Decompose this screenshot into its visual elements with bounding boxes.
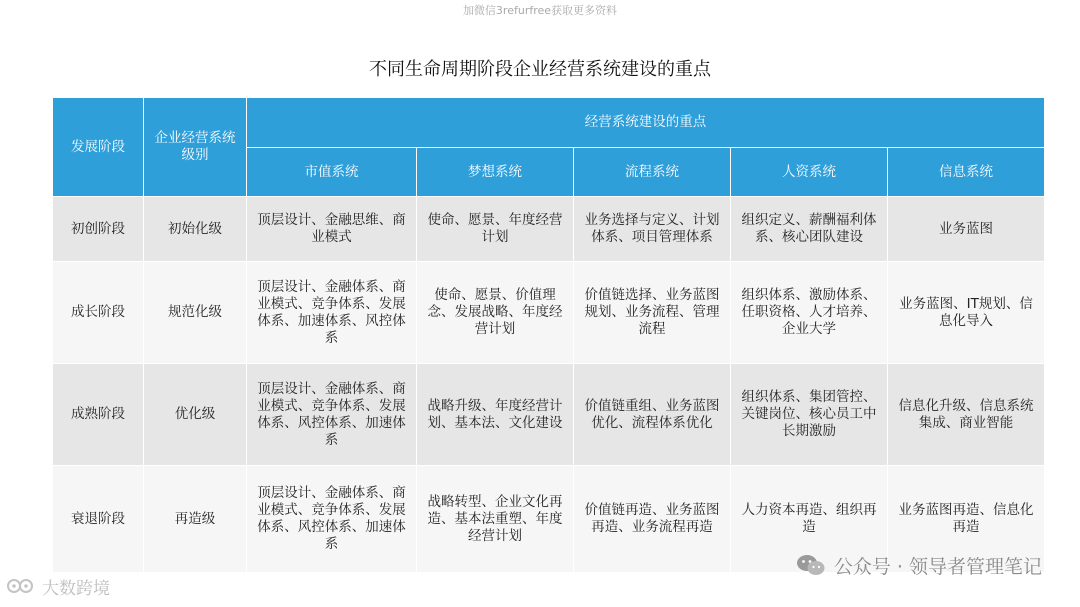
table-row xyxy=(53,262,1045,364)
cell-market-value: 顶层设计、金融思维、商业模式 xyxy=(247,197,417,262)
bottom-right-watermark xyxy=(796,550,1042,580)
row-stage: 成长阶段 xyxy=(53,262,144,364)
cell-market-value: 顶层设计、金融体系、商业模式、竞争体系、发展体系、加速体系、风控体系 xyxy=(247,262,417,364)
header-row-1 xyxy=(53,98,1045,148)
cell-info: 业务蓝图 xyxy=(888,197,1045,262)
bottom-left-watermark xyxy=(6,572,110,600)
cell-dream: 战略升级、年度经营计划、基本法、文化建设 xyxy=(417,364,574,466)
cell-process: 价值链重组、业务蓝图优化、流程体系优化 xyxy=(574,364,731,466)
row-level: 初始化级 xyxy=(144,197,247,262)
page-title: 不同生命周期阶段企业经营系统建设的重点 xyxy=(369,59,711,80)
bottom-right-watermark-text: 公众号 · 领导者管理笔记 xyxy=(833,555,1042,578)
wechat-icon xyxy=(796,553,826,577)
header-stage: 发展阶段 xyxy=(53,98,144,197)
top-watermark: 加微信3refurfree获取更多资料 xyxy=(462,4,618,17)
cell-dream: 使命、愿景、价值理念、发展战略、年度经营计划 xyxy=(417,262,574,364)
cell-dream: 使命、愿景、年度经营计划 xyxy=(417,197,574,262)
cell-market-value: 顶层设计、金融体系、商业模式、竞争体系、发展体系、风控体系、加速体系 xyxy=(247,466,417,573)
cell-process: 价值链选择、业务蓝图规划、业务流程、管理流程 xyxy=(574,262,731,364)
cell-process: 价值链再造、业务蓝图再造、业务流程再造 xyxy=(574,466,731,573)
row-stage: 成熟阶段 xyxy=(53,364,144,466)
cell-hr: 人力资本再造、组织再造 xyxy=(731,466,888,573)
row-level: 优化级 xyxy=(144,364,247,466)
row-level: 再造级 xyxy=(144,466,247,573)
bottom-left-watermark-text: 大数跨境 xyxy=(42,578,110,599)
cell-hr: 组织体系、激励体系、任职资格、人才培养、企业大学 xyxy=(731,262,888,364)
header-group: 经营系统建设的重点 xyxy=(247,98,1045,148)
cell-info: 业务蓝图再造、信息化再造 xyxy=(888,466,1045,573)
table-row xyxy=(53,197,1045,262)
header-system-info: 信息系统 xyxy=(888,148,1045,197)
header-system-hr: 人资系统 xyxy=(731,148,888,197)
cell-dream: 战略转型、企业文化再造、基本法重塑、年度经营计划 xyxy=(417,466,574,573)
header-level: 企业经营系统级别 xyxy=(144,98,247,197)
cell-hr: 组织定义、薪酬福利体系、核心团队建设 xyxy=(731,197,888,262)
header-system-process: 流程系统 xyxy=(574,148,731,197)
cell-info: 信息化升级、信息系统集成、商业智能 xyxy=(888,364,1045,466)
cell-process: 业务选择与定义、计划体系、项目管理体系 xyxy=(574,197,731,262)
cell-info: 业务蓝图、IT规划、信息化导入 xyxy=(888,262,1045,364)
cell-market-value: 顶层设计、金融体系、商业模式、竞争体系、发展体系、风控体系、加速体系 xyxy=(247,364,417,466)
row-level: 规范化级 xyxy=(144,262,247,364)
header-system-market-value: 市值系统 xyxy=(247,148,417,197)
header-system-dream: 梦想系统 xyxy=(417,148,574,197)
brand-logo-icon xyxy=(6,575,36,597)
table-row xyxy=(53,364,1045,466)
cell-hr: 组织体系、集团管控、关键岗位、核心员工中长期激励 xyxy=(731,364,888,466)
row-stage: 衰退阶段 xyxy=(53,466,144,573)
lifecycle-table xyxy=(52,97,1045,573)
row-stage: 初创阶段 xyxy=(53,197,144,262)
